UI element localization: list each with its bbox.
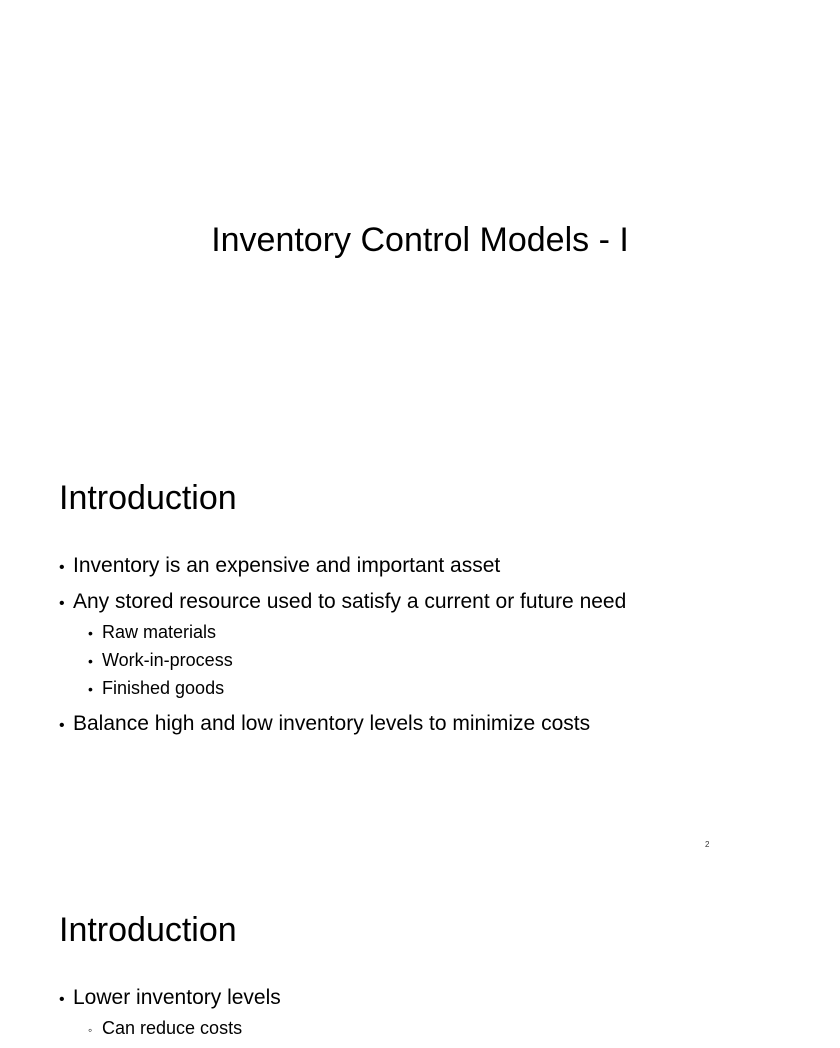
sub-bullet-item (88, 647, 626, 675)
sub-bullet-item (88, 675, 626, 703)
sub-bullet-circle-icon: ◦ (88, 1023, 93, 1037)
bullet-list (59, 985, 281, 1048)
bullet-icon: • (59, 559, 65, 576)
bullet-item (59, 553, 626, 581)
page-number: 2 (705, 840, 710, 849)
bullet-icon: • (59, 991, 65, 1008)
bullet-icon: • (59, 717, 65, 734)
slide-heading: Introduction (59, 911, 237, 949)
bullet-text: Lower inventory levels (73, 986, 281, 1009)
slide-heading: Introduction (59, 479, 237, 517)
sub-bullet-item (88, 1015, 281, 1044)
bullet-item (59, 985, 281, 1013)
sub-bullet-list (59, 619, 626, 703)
bullet-text: Balance high and low inventory levels to minimize costs (73, 712, 591, 735)
intro-slide (0, 432, 768, 864)
sub-bullet-icon: • (88, 653, 93, 669)
presentation-title: Inventory Control Models - I (211, 221, 629, 259)
bullet-group (59, 985, 281, 1044)
bullet-list (59, 553, 626, 747)
sub-bullet-item (88, 619, 626, 647)
sub-bullet-text: Can reduce costs (102, 1018, 243, 1038)
sub-bullet-icon: • (88, 625, 93, 641)
bullet-icon: • (59, 595, 65, 612)
sub-bullet-text: Raw materials (102, 622, 217, 642)
bullet-text: Any stored resource used to satisfy a current or future need (73, 590, 627, 613)
bullet-group (59, 589, 626, 703)
bullet-text: Inventory is an expensive and important asset (73, 554, 501, 577)
sub-bullet-text: Finished goods (102, 678, 225, 698)
intro-slide-2 (0, 864, 768, 1038)
bullet-item (59, 711, 626, 739)
sub-bullet-text: Work-in-process (102, 650, 233, 670)
sub-bullet-icon: • (88, 681, 93, 697)
sub-bullet-list (59, 1015, 281, 1044)
bullet-item (59, 589, 626, 617)
title-slide (0, 0, 768, 432)
